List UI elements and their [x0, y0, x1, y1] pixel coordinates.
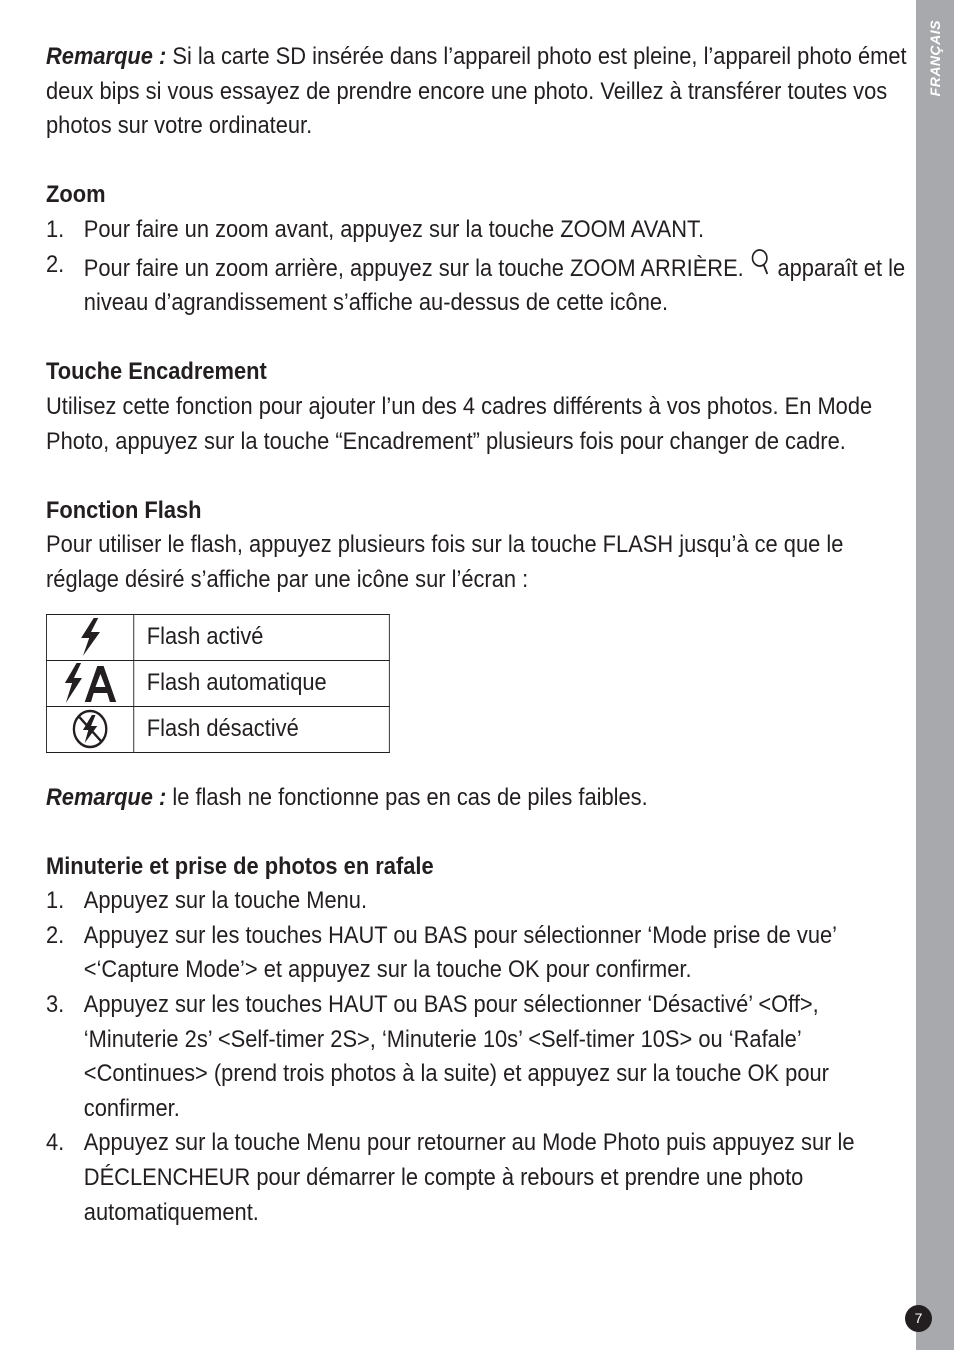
section-heading-flash: Fonction Flash	[46, 496, 202, 524]
list-number: 2.	[46, 921, 65, 949]
frame-paragraph: Utilisez cette fonction pour ajouter l’un des 4 cadres différents à vos photos. En Mode Photo, appuyez sur la touche “Encadrement” plusieurs fois pour changer de cadre.	[46, 392, 873, 455]
section-heading-zoom: Zoom	[46, 181, 106, 209]
note-label: Remarque :	[46, 43, 167, 70]
flash-paragraph: Pour utiliser le flash, appuyez plusieurs fois sur la touche FLASH jusqu’à ce que le réglage désiré s’affiche par une icône sur l’écran :	[46, 531, 844, 593]
list-text: Pour faire un zoom arrière, appuyez sur la touche ZOOM ARRIÈRE.	[83, 254, 750, 282]
list-item	[46, 919, 908, 988]
flash-off-icon	[71, 708, 109, 750]
table-row	[46, 660, 389, 706]
flash-auto-icon	[62, 662, 118, 704]
table-cell-label: Flash activé	[134, 614, 390, 660]
table-cell-icon	[46, 614, 133, 660]
table-row	[46, 614, 389, 660]
flash-modes-table	[46, 614, 390, 753]
list-number: 1.	[46, 887, 65, 915]
note-text: Si la carte SD insérée dans l’appareil photo est pleine, l’appareil photo émet deux bips si vous essayez de prendre encore une photo. Veillez à transférer toutes vos photos sur votre ordinateur.	[46, 43, 907, 140]
list-text: Appuyez sur la touche Menu.	[83, 887, 368, 915]
note-paragraph-flash	[46, 781, 908, 816]
list-text: Appuyez sur la touche Menu pour retourner au Mode Photo puis appuyez sur le DÉCLENCHEUR pour démarrer le compte à rebours et prendre une photo automatiquement.	[83, 1129, 855, 1226]
list-text: Appuyez sur les touches HAUT ou BAS pour sélectionner ‘Désactivé’ <Off>, ‘Minuterie 2s’ <Self-timer 2S>, ‘Minuterie 10s’ <Self-timer 10S> ou ‘Rafale’ <Continues> (prend trois photos à la suite) et appuyez sur la touche OK pour confirmer.	[83, 991, 829, 1122]
table-row	[46, 706, 389, 752]
list-item	[46, 213, 908, 248]
section-heading-frame: Touche Encadrement	[46, 358, 267, 386]
list-text: Appuyez sur les touches HAUT ou BAS pour sélectionner ‘Mode prise de vue’ <‘Capture Mode’> et appuyez sur la touche OK pour confirmer.	[83, 921, 837, 984]
list-number: 1.	[46, 215, 65, 243]
list-item	[46, 884, 908, 919]
table-cell-icon	[46, 706, 133, 752]
zoom-steps-list	[46, 213, 908, 321]
timer-steps-list	[46, 884, 908, 1230]
list-item	[46, 1126, 908, 1230]
note-text: le flash ne fonctionne pas en cas de piles faibles.	[166, 783, 648, 811]
language-side-bar	[916, 0, 954, 1350]
magnifier-icon	[750, 248, 772, 278]
list-number: 3.	[46, 991, 65, 1019]
language-label: FRANÇAIS	[927, 20, 943, 97]
list-text: apparaît et le niveau d’agrandissement s’affiche au-dessus de cette icône.	[83, 254, 906, 317]
note-label: Remarque :	[46, 783, 167, 811]
list-number: 4.	[46, 1129, 65, 1157]
note-paragraph-sd-card	[46, 40, 908, 144]
list-text: Pour faire un zoom avant, appuyez sur la touche ZOOM AVANT.	[83, 215, 705, 243]
flash-on-icon	[76, 617, 105, 657]
page-content	[46, 40, 908, 1230]
list-number: 2.	[46, 250, 65, 278]
page-number: 7	[905, 1305, 932, 1332]
list-item	[46, 248, 908, 321]
list-item	[46, 988, 908, 1126]
table-cell-icon	[46, 660, 133, 706]
table-cell-label: Flash automatique	[134, 660, 390, 706]
table-cell-label: Flash désactivé	[134, 706, 390, 752]
section-heading-timer: Minuterie et prise de photos en rafale	[46, 852, 434, 880]
